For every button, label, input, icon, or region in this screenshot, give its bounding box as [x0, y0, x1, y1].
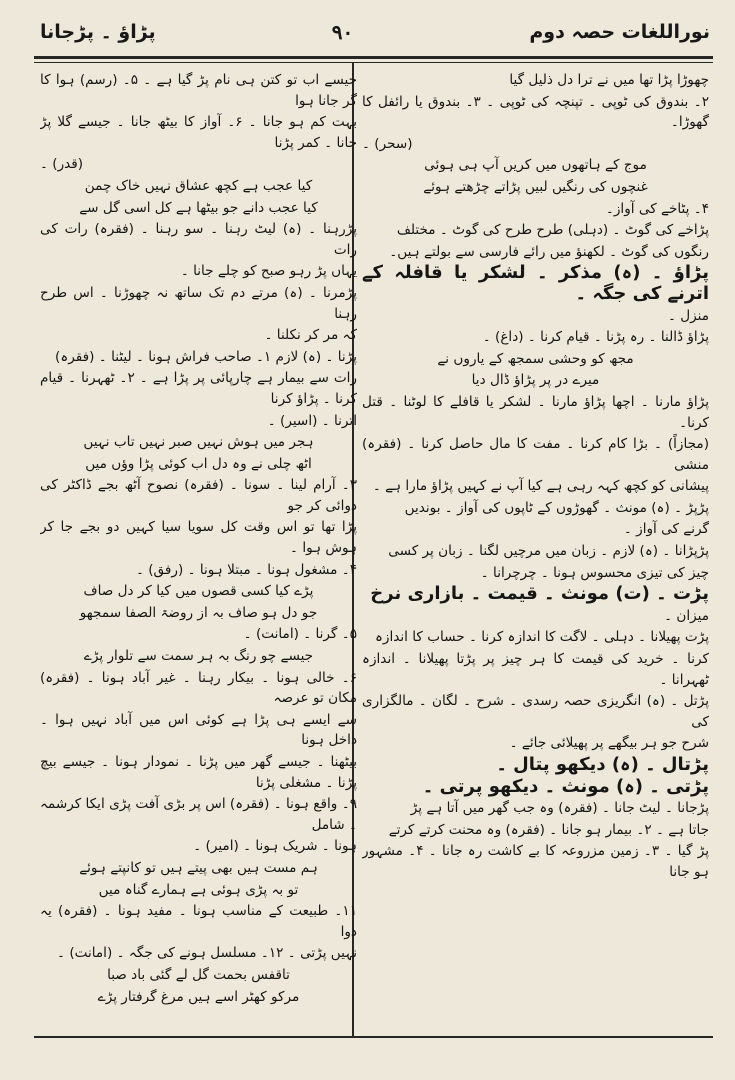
- verse-line: مرکو کھٹر اسے ہیں مرغ گرفتار پڑے: [97, 988, 300, 1005]
- text-line: بیٹھنا ۔ جیسے گھر میں پڑنا ۔ نمودار ہونا ۔ جیسے بیچ پڑنا ۔ مشغلی پڑنا: [40, 754, 357, 791]
- text-line: منزل ۔: [667, 307, 709, 324]
- verse-line: تو بہ پڑی ہوئی ہے ہمارے گناہ میں: [98, 881, 299, 898]
- verse-line: اٹھ چلی نے وہ دل اب کوئی پڑا وؤں میں: [85, 455, 312, 472]
- entry-line: پڑمرنا ۔ (ہ) مرتے دم تک ساتھ نہ چھوڑنا ۔ اس طرح رہنا: [40, 284, 357, 322]
- entry-line: پڑتی ۔ (ہ) مونث ۔ دیکھو پرتی ۔: [422, 775, 709, 797]
- text-line: پڑا تھا تو اس وقت کل سویا سیا کہیں دو بجے جا کر ہوش ہوا ۔: [40, 519, 357, 557]
- text-line: ہونا ۔ شریک ہونا ۔ (امیر) ۔: [193, 838, 357, 855]
- text-line: یہاں پڑ رہو صبح کو چلے جانا ۔: [180, 263, 357, 280]
- text-line: ۶۔ خالی ہونا ۔ بیکار رہنا ۔ غیر آباد ہونا ۔ (فقرہ) مکان تو عرصہ: [40, 669, 357, 707]
- entry-line: پڑپڑ ۔ (ہ) مونث ۔ گھوڑوں کے ٹاپوں کی آواز ۔ بوندیں: [404, 499, 709, 516]
- header-book-title: نوراللغات حصہ دوم: [529, 21, 710, 43]
- verse-line: تاقفس بحمت گل لے گئی باد صبا: [107, 966, 290, 983]
- text-line: ۴۔ پٹاخے کی آواز۔: [605, 200, 709, 217]
- header-rule: [34, 56, 713, 59]
- entry-line: پڑاؤ مارنا ۔ اچھا پڑاؤ مارنا ۔ لشکر یا قافلے کا لوٹنا ۔ قتل کرنا۔: [362, 393, 709, 431]
- text-line: (مجازاً) ۔ بڑا کام کرنا ۔ مفت کا مال حاصل کرنا ۔ (فقرہ) منشی: [362, 436, 709, 473]
- entry-line: پڑاؤ ڈالنا ۔ رہ پڑنا ۔ قیام کرنا ۔ (داغ) ۔: [482, 329, 709, 346]
- text-line: (سحر) ۔: [362, 135, 413, 152]
- entry-line: پڑت پھیلانا ۔ دہلی ۔ لاگت کا اندازہ کرنا ۔ حساب کا اندازہ: [374, 629, 709, 646]
- text-line: (قدر) ۔: [40, 156, 84, 173]
- text-line: ۱۱۔ طبیعت کے مناسب ہونا ۔ مفید ہونا ۔ (فقرہ) یہ دوا: [40, 903, 357, 940]
- header-guide-words: پڑاؤ ۔ پڑجانا: [40, 21, 156, 43]
- verse-line: میرے در پر پڑاؤ ڈال دیا: [471, 372, 600, 389]
- text-line: ۲۔ بندوق کی ٹوپی ۔ تپنچہ کی ٹوپی ۔ ۳۔ بندوق یا رائفل کا گھوڑا۔: [362, 93, 709, 131]
- footer-rule: [34, 1036, 713, 1038]
- text-line: چھوڑا پڑا تھا میں نے ترا دل ذلیل گیا: [509, 72, 709, 88]
- verse-line: پڑے کیا کسی قصوں میں کیا کر دل صاف: [83, 583, 314, 600]
- left-column: [40, 70, 357, 1028]
- page-header: [40, 12, 710, 52]
- text-line: ۵۔ گرنا ۔ (امانت) ۔: [243, 626, 357, 643]
- entry-line: پڑاخے کی گوٹ ۔ (دہلی) طرح طرح کی گوٹ ۔ مختلف: [396, 222, 709, 239]
- verse-line: مجھ کو وحشی سمجھ کے یاروں نے: [437, 350, 634, 367]
- page-number: ۹۰: [331, 20, 354, 44]
- text-line: رنگوں کی گوٹ ۔ لکھنؤ میں رائے فارسی سے بولتے ہیں۔: [389, 243, 709, 260]
- entry-line: پڑت ۔ (ت) مونث ۔ قیمت ۔ بازاری نرخ: [370, 583, 709, 605]
- header-rule-thin: [34, 62, 713, 63]
- text-line: سے ایسے ہی پڑا ہے کوئی اس میں آباد نہیں ہوا ۔ داخل ہونا: [40, 711, 357, 749]
- text-line: اترنا ۔ (اسیر) ۔: [267, 412, 357, 429]
- verse-line: ہم مست ہیں بھی پیتے ہیں تو کانپتے ہوئے: [79, 859, 318, 876]
- right-column: [362, 70, 709, 1028]
- text-line: چیز کی تیزی محسوس ہونا ۔ چرچرانا ۔: [480, 564, 709, 581]
- entry-line: پڑپڑانا ۔ (ہ) لازم ۔ زبان میں مرچیں لگنا ۔ زبان پر کسی: [388, 543, 709, 560]
- text-line: نہیں پڑتی ۔ ۱۲۔ مسلسل ہونے کی جگہ ۔ (امانت) ۔: [57, 945, 357, 962]
- text-line: کہ مر کر نکلنا ۔: [264, 327, 357, 344]
- verse-line: ہجر میں ہوش نہیں صبر نہیں تاب نہیں: [83, 434, 314, 451]
- text-line: میزان ۔: [664, 607, 709, 624]
- verse-line: کیا عجب ہے کچھ عشاق نہیں خاک چمن: [84, 177, 313, 194]
- verse-line: جیسے چو رنگ بہ ہر سمت سے تلوار پڑے: [83, 648, 314, 665]
- entry-line: پڑجانا ۔ لیٹ جانا ۔ (فقرہ) وہ جب گھر میں آتا ہے پڑ: [410, 800, 709, 817]
- text-line: بہت کم ہو جانا ۔ ۶۔ آواز کا بیٹھ جانا ۔ جیسے گلا پڑ جانا ۔ کمر پڑنا: [40, 114, 357, 151]
- text-line: گرنے کی آواز ۔: [623, 521, 709, 538]
- text-line: شرح جو ہر بیگھے پر پھیلائی جائے ۔: [509, 735, 709, 752]
- text-line: کرنا ۔ خرید کی قیمت کا ہر چیز پر پڑتا پھیلانا ۔ اندازہ ٹھہرانا ۔: [362, 651, 709, 688]
- text-line: ۳۔ آرام لینا ۔ سونا ۔ (فقرہ) نصوح آٹھ بجے ڈاکٹر کی دوائی کر جو: [40, 477, 357, 514]
- entry-line: پڑرہنا ۔ (ہ) لیٹ رہنا ۔ سو رہنا ۔ (فقرہ) رات کی رات: [40, 221, 357, 258]
- verse-line: کیا عجب دانے جو بیٹھا ہے کل اسی گل سے: [79, 199, 318, 216]
- entry-line: پڑتل ۔ (ہ) انگریزی حصہ رسدی ۔ شرح ۔ لگان ۔ مالگزاری کی: [362, 693, 709, 730]
- verse-line: موج کے ہاتھوں میں کریں آپ ہی ہوئی: [424, 157, 647, 174]
- text-line: پڑ گیا ۔ ۳۔ زمین مزروعہ کا بے کاشت رہ جانا ۔ ۴۔ مشہور ہو جانا: [362, 843, 709, 880]
- text-line: جاتا ہے ۔ ۲۔ بیمار ہو جانا ۔ (فقرہ) وہ محنت کرتے کرتے: [388, 821, 709, 838]
- verse-line: غنچوں کی رنگیں لبیں پڑاتے چڑھتے ہوئے: [423, 178, 648, 195]
- entry-line: پڑتال ۔ (ہ) دیکھو پتال ۔: [496, 754, 709, 775]
- text-line: پیشانی کو کچھ کہہ رہی ہے کیا آپ نے کہیں پڑاؤ مارا ہے ۔: [372, 478, 709, 495]
- entry-line: پڑاؤ ۔ (ہ) مذکر ۔ لشکر یا قافلہ کے اترنے کی جگہ ۔: [362, 262, 709, 304]
- text-line: جیسے اب تو کتن ہی نام پڑ گیا ہے ۔ ۵۔ (رسم) ہوا کا گر جانا ہوا: [40, 72, 357, 109]
- text-line: ۴۔ مشغول ہونا ۔ مبتلا ہونا ۔ (رفق) ۔: [135, 561, 357, 578]
- text-line: ۹۔ واقع ہونا ۔ (فقرہ) اس پر بڑی آفت پڑی ایکا کرشمہ ۔ شامل: [40, 796, 357, 833]
- text-line: رات سے بیمار ہے چارپائی پر پڑا ہے ۔ ۲۔ ٹھہرنا ۔ قیام کرنا ۔ پڑاؤ کرنا: [40, 370, 357, 407]
- entry-line: پڑنا ۔ (ہ) لازم ۱۔ صاحب فراش ہونا ۔ لیٹنا ۔ (فقرہ): [55, 348, 357, 365]
- verse-line: جو دل ہو صاف بہ از روضۃ الصفا سمجھو: [79, 604, 318, 621]
